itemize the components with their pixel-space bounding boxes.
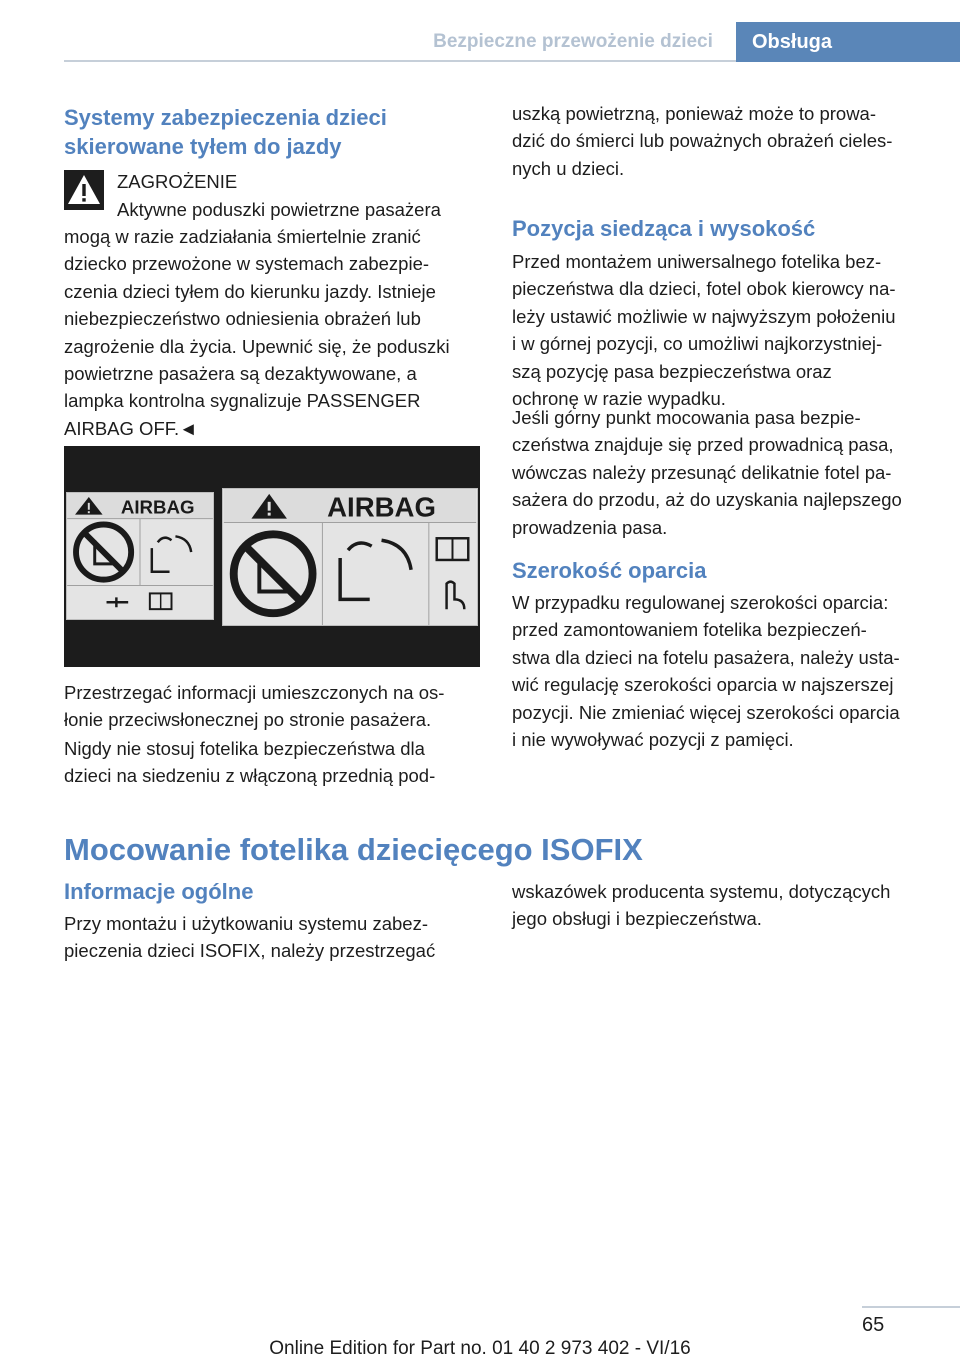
page-number-rule: [862, 1306, 960, 1308]
text-line: pieczeństwa dla dzieci, fotel obok kierowcy na-: [512, 278, 896, 300]
text-line: AIRBAG OFF.◄: [64, 417, 198, 439]
text-line: niebezpieczeństwo odniesienia obrażeń lub: [64, 308, 421, 330]
text-line: wić regulację szerokości oparcia w najszerszej: [512, 674, 894, 696]
seat-airbag-icon: [152, 536, 191, 571]
pointing-hand-icon: [107, 597, 129, 607]
paragraph-belt-anchor: [512, 404, 932, 541]
text-line: przed zamontowaniem fotelika bezpieczeń-: [512, 619, 867, 641]
heading-backrest-width: Szerokość oparcia: [512, 558, 707, 583]
text-line: i w górnej pozycji, co umożliwi najkorzystniej-: [512, 333, 883, 355]
text-line: i nie wywoływać pozycji z pamięci.: [512, 729, 794, 751]
heading-seat-position: Pozycja siedząca i wysokość: [512, 216, 816, 241]
heading-isofix: Mocowanie fotelika dziecięcego ISOFIX: [64, 832, 643, 867]
text-line: czeństwa znajduje się przed prowadnicą pasa,: [512, 434, 894, 456]
warning-first-line: Aktywne poduszki powietrzne pasażera: [117, 199, 441, 220]
airbag-label-text: AIRBAG: [327, 491, 436, 523]
warning-body: [64, 223, 484, 442]
edition-footer: Online Edition for Part no. 01 40 2 973 402 - VI/16: [269, 1338, 691, 1359]
text-line: nych u dzieci.: [512, 157, 625, 179]
warning-title: ZAGROŻENIE: [117, 171, 238, 192]
text-line: czenia dzieci tyłem do kierunku jazdy. Istnieje: [64, 280, 436, 302]
text-line: prowadzenia pasa.: [512, 516, 668, 538]
text-line: pieczenia dzieci ISOFIX, należy przestrzegać: [64, 940, 436, 962]
paragraph-continuation: [512, 100, 932, 182]
paragraph-backrest-width: [512, 589, 942, 753]
text-line: dzieci na siedzeniu z włączoną przednią pod-: [64, 765, 436, 787]
text-line: uszką powietrzną, ponieważ może to prowa-: [512, 103, 877, 124]
seat-airbag-icon: [340, 540, 411, 599]
text-line: wówczas należy przesunąć delikatnie fotel pa-: [512, 461, 892, 483]
paragraph-isofix-right: [512, 878, 942, 933]
text-line: Przy montażu i użytkowaniu systemu zabez-: [64, 913, 428, 934]
text-line: pozycji. Nie zmieniać więcej szerokości oparcia: [512, 701, 900, 723]
text-line: zagrożenie dla życia. Upewnić się, że poduszki: [64, 335, 450, 357]
airbag-warning-labels-figure: [64, 446, 480, 667]
airbag-label-small: [66, 492, 214, 620]
section-title: Bezpieczne przewożenie dzieci: [433, 31, 713, 52]
paragraph-never: [64, 735, 484, 790]
text-line: sażera do przodu, aż do uzyskania najlepszego: [512, 489, 902, 511]
text-line: W przypadku regulowanej szerokości oparcia:: [512, 592, 889, 613]
text-line: Jeśli górny punkt mocowania pasa bezpie-: [512, 407, 861, 428]
text-line: dzić do śmierci lub poważnych obrażeń cieles-: [512, 130, 893, 152]
text-line: Nigdy nie stosuj fotelika bezpieczeństwa dla: [64, 738, 425, 759]
paragraph-seat-position: [512, 248, 932, 412]
paragraph-isofix-left: [64, 910, 484, 965]
text-line: Przestrzegać informacji umieszczonych na os-: [64, 682, 445, 703]
text-line: stwa dla dzieci na fotelu pasażera, należy usta-: [512, 646, 900, 668]
text-line: wskazówek producenta systemu, dotyczących: [512, 881, 891, 902]
text-line: mogą w razie zadziałania śmiertelnie zranić: [64, 226, 421, 247]
airbag-label-large: [222, 488, 478, 626]
text-line: łonie przeciwsłonecznej po stronie pasażera.: [64, 709, 432, 731]
airbag-label-text: AIRBAG: [120, 496, 195, 518]
text-line: dziecko przewożone w systemach zabezpie-: [64, 253, 430, 275]
text-line: leży ustawić możliwie w najwyższym położeniu: [512, 305, 896, 327]
heading-rear-facing: Systemy zabezpieczenia dzieci skierowane tyłem do jazdy: [64, 105, 387, 159]
warning-triangle-icon: [64, 170, 104, 210]
text-line: lampka kontrolna sygnalizuje PASSENGER: [64, 390, 421, 412]
text-line: szą pozycję pasa bezpieczeństwa oraz: [512, 360, 832, 382]
chapter-tab: Obsługa: [736, 22, 960, 62]
heading-general-info: Informacje ogólne: [64, 879, 254, 904]
page-number: 65: [862, 1314, 885, 1336]
pointing-hand-icon: [447, 582, 465, 610]
text-line: powietrzne pasażera są dezaktywowane, a: [64, 363, 417, 385]
paragraph-sunvisor: [64, 679, 484, 734]
text-line: Przed montażem uniwersalnego fotelika bez-: [512, 251, 882, 272]
text-line: jego obsługi i bezpieczeństwa.: [512, 908, 762, 930]
text-line: ochronę w razie wypadku.: [512, 388, 726, 410]
